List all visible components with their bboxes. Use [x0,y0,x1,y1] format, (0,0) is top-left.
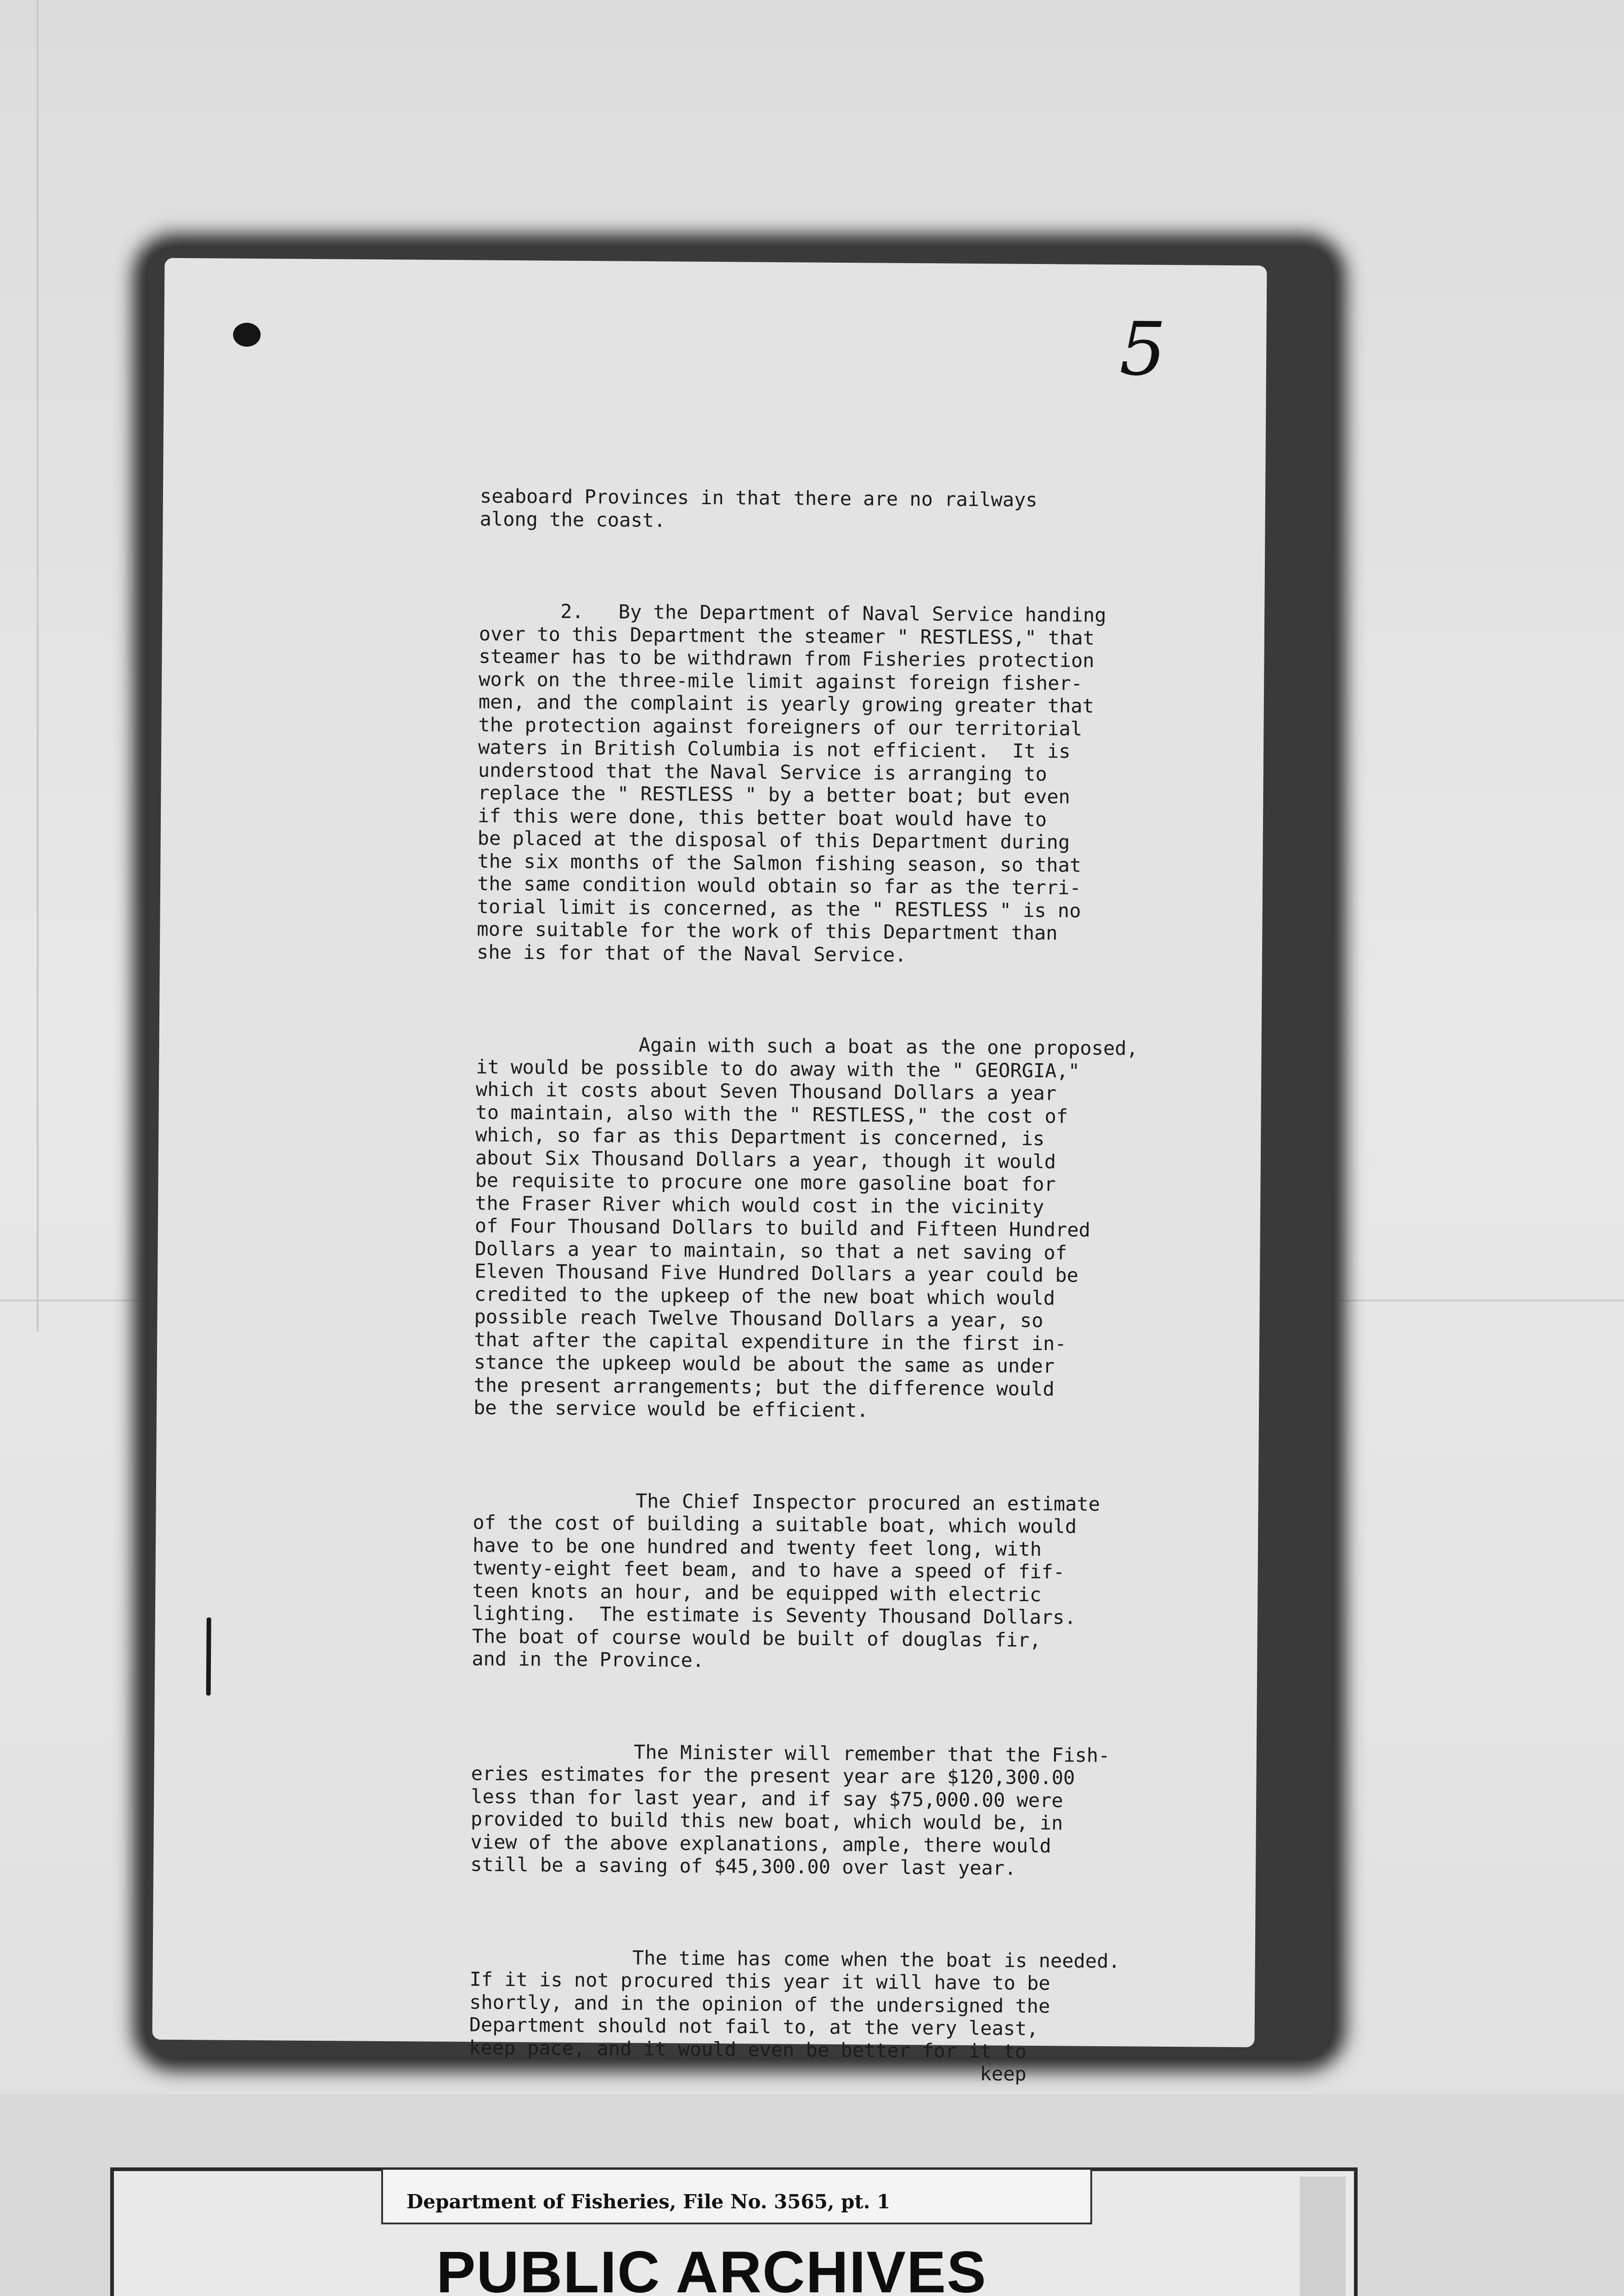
paragraph: The Chief Inspector procured an estimate of the cost of building a suitable boat, which would have to be one hundred and twenty feet long, with twenty-eight feet beam, and to have a speed of fif- teen knots an hour, and be equipped with electric lighting. The estimate is Seventy Thousand Dollars. The boat of course would be built of douglas fir, and in the Province. [472,1488,1100,1671]
paragraph: Again with such a boat as the one proposed, it would be possible to do away with the " GEORGIA," which it costs about Seven Thousand Dollars a year to maintain, also with the " RESTLESS," the cost of which, so far as this Department is concerned, is about Six Thousand Dollars a year, though it would be requisite to procure one more gasoline boat for the Fraser River which would cost in the vicinity of Four Thousand Dollars to build and Fifteen Hundred Dollars a year to maintain, so that a net saving of Eleven Thousand Five Hundred Dollars a year could be credited to the upkeep of the new boat which would possible reach Twelve Thousand Dollars a year, so that after the capital expenditure in the first in- stance the upkeep would be about the same as under the present arrangements; but the difference would be the service would be efficient. [473,1032,1139,1422]
frame-edge [37,0,39,1332]
page-number: 5 [1119,306,1167,392]
punch-hole-mark [233,323,260,347]
document-page [152,258,1267,2085]
paragraph: seaboard Provinces in that there are no railways along the coast. [479,484,1038,531]
archive-title-english: PUBLIC ARCHIVES [436,2240,987,2296]
margin-mark [206,1617,211,1695]
letter-body [468,439,1261,2132]
paragraph: The time has come when the boat is needed. If it is not procured this year it will have to be shortly, and in the opinion of the undersigned the Department should not fail to, at the very least, keep pace, and it would even be better for it to keep [468,1945,1120,2085]
file-reference: Department of Fisheries, File No. 3565, pt. 1 [406,2190,891,2213]
paragraph: The Minister will remember that the Fish- eries estimates for the present year are $120,300.00 less than for last year, and if say $75,000.00 were provided to build this new boat, which would be, in view of the above explanations, ample, there would still be a saving of $45,300.00 over last year. [470,1739,1110,1880]
paragraph: 2. By the Department of Naval Service handing over to this Department the steamer " RESTLESS," that steamer has to be withdrawn from Fisheries protection work on the three-mile limit against foreign fisher- men, and the complaint is yearly growing greater that the protection against foreigners of our territorial waters in British Columbia is not efficient. It is understood that the Naval Service is arranging to replace the " RESTLESS " by a better boat; but even if this were done, this better boat would have to be placed at the disposal of this Department during the six months of the Salmon fishing season, so that the same condition would obtain so far as the terri- torial limit is concerned, as the " RESTLESS " is no more suitable for the work of this Department than she is for that of the Naval Service. [476,599,1106,966]
